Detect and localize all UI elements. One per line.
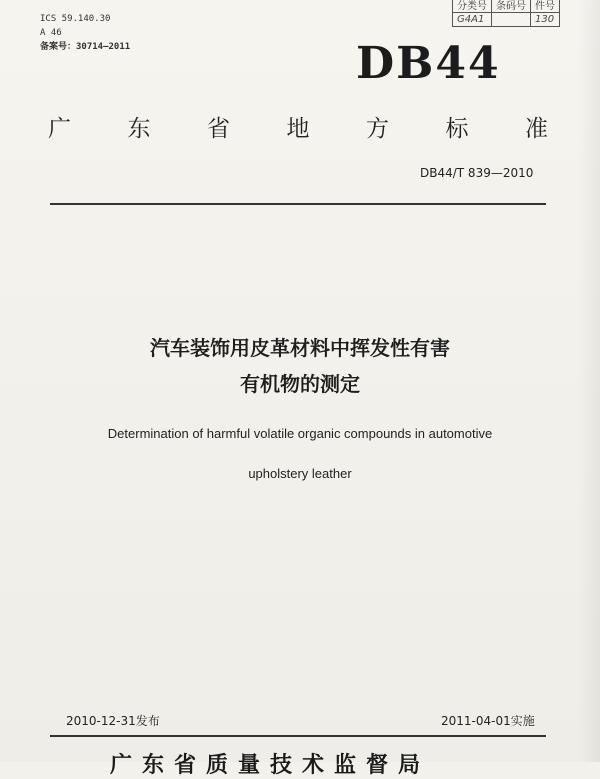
implementation-date: 2011-04-01实施	[441, 714, 535, 728]
beian-number: 备案号：30714—2011	[40, 42, 131, 52]
archive-stamp	[452, 0, 560, 27]
stamp-value-item: 130	[531, 13, 560, 27]
stamp-label-category: 分类号	[453, 0, 492, 13]
stamp-label-barcode: 条码号	[492, 0, 531, 13]
english-title-line-2: upholstery leather	[248, 466, 352, 481]
stamp-label-item: 件号	[531, 0, 560, 13]
heading-char: 地	[286, 116, 310, 142]
db44-logo: DB44	[356, 38, 501, 89]
ccs-code: A 46	[40, 28, 62, 38]
classification-block	[40, 12, 130, 54]
heading-char: 省	[207, 116, 230, 142]
issue-date: 2010-12-31发布	[66, 714, 160, 728]
issuing-authority-text: 广东省质量技术监督局	[110, 753, 431, 778]
heading-char: 东	[127, 116, 151, 142]
heading-char: 广	[48, 116, 71, 142]
province-standard-heading	[48, 110, 548, 143]
standard-number: DB44/T 839—2010	[420, 166, 534, 180]
chinese-title-line-1: 汽车装饰用皮革材料中挥发性有害	[150, 336, 450, 360]
header-divider	[50, 203, 546, 205]
ics-code: ICS 59.140.30	[40, 14, 111, 24]
heading-char: 标	[445, 116, 469, 142]
stamp-value-barcode	[492, 13, 531, 27]
chinese-title-line-2: 有机物的测定	[240, 372, 360, 396]
english-title-line-1: Determination of harmful volatile organic compounds in automotive	[107, 426, 493, 441]
page-edge-shadow	[578, 0, 600, 762]
footer-divider	[50, 735, 546, 737]
chinese-title	[40, 330, 560, 402]
issuing-authority	[110, 748, 530, 778]
heading-char: 方	[366, 116, 389, 142]
heading-char: 准	[525, 116, 548, 142]
stamp-value-category: G4A1	[453, 13, 492, 27]
